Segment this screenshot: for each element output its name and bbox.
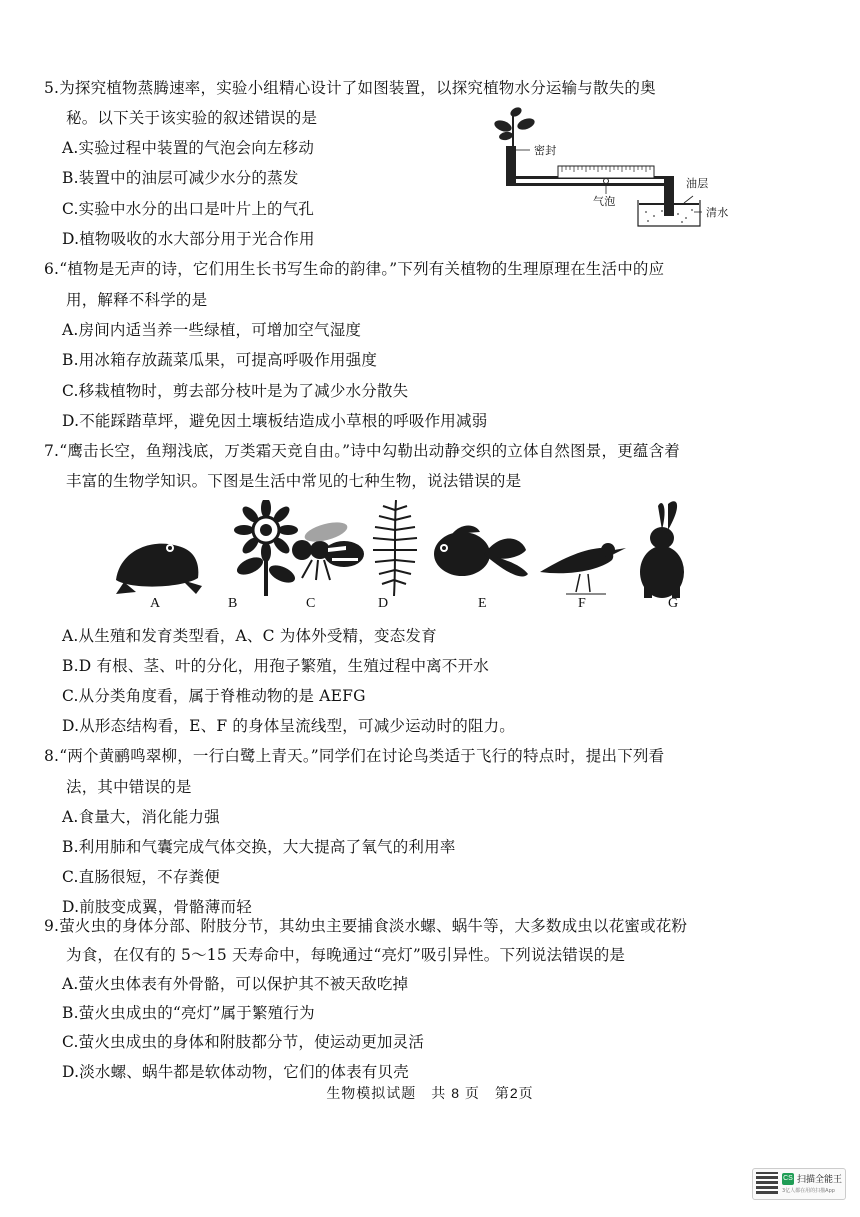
q6-option-c: C.移栽植物时，剪去部分枝叶是为了减少水分散失 bbox=[62, 382, 409, 400]
q7-option-a: A.从生殖和发育类型看，A、C 为体外受精，变态发育 bbox=[62, 627, 437, 645]
q5-option-a: A.实验过程中装置的气泡会向左移动 bbox=[62, 139, 315, 157]
q6-stem-line1: 6.“植物是无声的诗，它们用生长书写生命的韵律。”下列有关植物的生理原理在生活中的应 bbox=[44, 260, 665, 278]
q9-stem-line1: 9.萤火虫的身体分部、附肢分节，其幼虫主要捕食淡水螺、蜗牛等，大多数成虫以花蜜或花粉 bbox=[44, 917, 688, 935]
oil-label: 油层 bbox=[686, 177, 709, 190]
q9-option-b: B.萤火虫成虫的“亮灯”属于繁殖行为 bbox=[62, 1004, 315, 1022]
q9-option-a: A.萤火虫体表有外骨骼，可以保护其不被天敌吃掉 bbox=[62, 975, 409, 993]
bubble-icon bbox=[604, 179, 609, 184]
q5-option-d: D.植物吸收的水大部分用于光合作用 bbox=[62, 230, 315, 248]
page-footer: 生物模拟试题 共 8 页 第2页 bbox=[326, 1085, 534, 1101]
q8-option-d: D.前肢变成翼，骨骼薄而轻 bbox=[62, 898, 252, 916]
q7-option-c: C.从分类角度看，属于脊椎动物的是 AEFG bbox=[62, 687, 366, 705]
q7-stem-line2: 丰富的生物学知识。下图是生活中常见的七种生物，说法错误的是 bbox=[66, 472, 522, 490]
organism-letter-c: C bbox=[306, 596, 316, 611]
q8-option-c: C.直肠很短，不存粪便 bbox=[62, 868, 220, 886]
organism-letter-g: G bbox=[668, 596, 679, 611]
q9-option-c: C.萤火虫成虫的身体和附肢都分节，使运动更加灵活 bbox=[62, 1033, 425, 1051]
organism-letter-a: A bbox=[150, 596, 161, 611]
q5-stem-line2: 秘。以下关于该实验的叙述错误的是 bbox=[66, 109, 318, 127]
watermark-tagline: 3亿人都在用的扫描App bbox=[782, 1188, 835, 1194]
organism-letter-f: F bbox=[578, 596, 586, 611]
sunflower-icon bbox=[234, 500, 298, 596]
rabbit-icon bbox=[640, 501, 684, 598]
transpiration-apparatus-diagram bbox=[488, 104, 748, 234]
q8-option-a: A.食量大，消化能力强 bbox=[62, 808, 220, 826]
q5-stem-line1: 5.为探究植物蒸腾速率，实验小组精心设计了如图装置，以探究植物水分运输与散失的奥 bbox=[44, 79, 656, 97]
organism-letter-d: D bbox=[378, 596, 389, 611]
q7-option-b: B.D 有根、茎、叶的分化，用孢子繁殖，生殖过程中离不开水 bbox=[62, 657, 489, 675]
bird-icon bbox=[540, 543, 626, 594]
seven-organisms-figure bbox=[112, 500, 712, 620]
q9-option-d: D.淡水螺、蜗牛都是软体动物，它们的体表有贝壳 bbox=[62, 1063, 409, 1081]
q6-option-a: A.房间内适当养一些绿植，可增加空气湿度 bbox=[62, 321, 362, 339]
frog-icon bbox=[116, 544, 202, 594]
water-label: 清水 bbox=[706, 206, 729, 219]
plant-icon bbox=[493, 106, 536, 148]
q7-option-d: D.从形态结构看，E、F 的身体呈流线型，可减少运动时的阻力。 bbox=[62, 717, 515, 735]
camscanner-logo-icon: CS bbox=[782, 1173, 794, 1185]
bubble-label: 气泡 bbox=[593, 195, 616, 208]
watermark-brand: 扫描全能王 bbox=[797, 1175, 843, 1185]
scanner-watermark bbox=[752, 1168, 846, 1200]
q9-stem-line2: 为食，在仅有的 5～15 天寿命中，每晚通过“亮灯”吸引异性。下列说法错误的是 bbox=[66, 946, 626, 964]
fern-icon bbox=[373, 500, 417, 596]
seal-label: 密封 bbox=[534, 144, 557, 157]
organisms-drawing bbox=[112, 500, 712, 600]
q8-stem-line2: 法，其中错误的是 bbox=[66, 778, 192, 796]
organism-letter-e: E bbox=[478, 596, 487, 611]
q8-option-b: B.利用肺和气囊完成气体交换，大大提高了氧气的利用率 bbox=[62, 838, 456, 856]
goldfish-icon bbox=[434, 526, 528, 577]
q6-option-d: D.不能踩踏草坪，避免因土壤板结造成小草根的呼吸作用减弱 bbox=[62, 412, 488, 430]
q5-option-c: C.实验中水分的出口是叶片上的气孔 bbox=[62, 200, 315, 218]
q8-stem-line1: 8.“两个黄鹂鸣翠柳，一行白鹭上青天。”同学们在讨论鸟类适于飞行的特点时，提出下列看 bbox=[44, 747, 665, 765]
organism-letter-b: B bbox=[228, 596, 238, 611]
q7-stem-line1: 7.“鹰击长空，鱼翔浅底，万类霜天竞自由。”诗中勾勒出动静交织的立体自然图景，更蕴含着 bbox=[44, 442, 680, 460]
q5-option-b: B.装置中的油层可减少水分的蒸发 bbox=[62, 169, 299, 187]
qr-code-icon bbox=[756, 1172, 778, 1194]
q6-option-b: B.用冰箱存放蔬菜瓜果，可提高呼吸作用强度 bbox=[62, 351, 378, 369]
bee-icon bbox=[292, 519, 364, 580]
q6-stem-line2: 用，解释不科学的是 bbox=[66, 291, 208, 309]
